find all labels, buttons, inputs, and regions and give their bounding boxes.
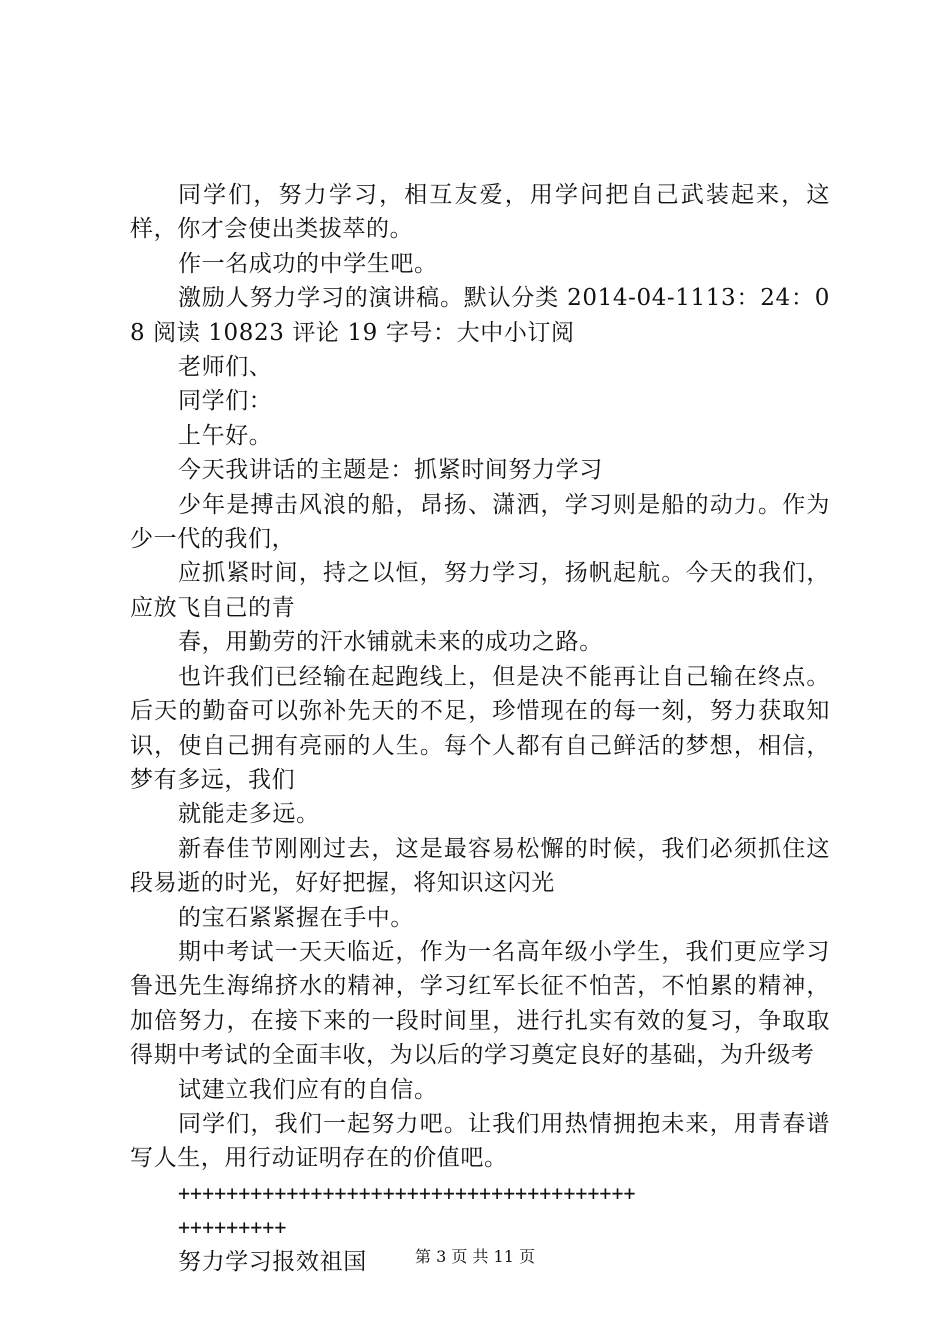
separator-line: +++++++++ (178, 1215, 287, 1240)
paragraph: 同学们，我们一起努力吧。让我们用热情拥抱未来，用青春谱写人生，用行动证明存在的价值吧。 (130, 1110, 830, 1172)
paragraph: 期中考试一天天临近，作为一名高年级小学生，我们更应学习鲁迅先生海绵挤水的精神，学习红军长征不怕苦，不怕累的精神，加倍努力，在接下来的一段时间里，进行扎实有效的复习，争取取得期中考试的全面丰收，为以后的学习奠定良好的基础，为升级考 (130, 938, 830, 1069)
paragraph: 的宝石紧紧握在手中。 (178, 904, 414, 931)
paragraph: 老师们、 (178, 354, 273, 381)
paragraph: 春，用勤劳的汗水铺就未来的成功之路。 (178, 629, 603, 656)
paragraph: 也许我们已经输在起跑线上，但是决不能再让自己输在终点。后天的勤奋可以弥补先天的不足，珍惜现在的每一刻，努力获取知识，使自己拥有亮丽的人生。每个人都有自己鲜活的梦想，相信，梦有多远，我们 (130, 663, 830, 793)
paragraph: 试建立我们应有的自信。 (178, 1076, 438, 1103)
section-heading: 努力学习报效祖国 (178, 1248, 367, 1275)
paragraph: 今天我讲话的主题是：抓紧时间努力学习 (178, 457, 603, 484)
paragraph: 作一名成功的中学生吧。 (178, 250, 438, 277)
page-footer (0, 1244, 950, 1267)
page-number: 第 3 页 共 11 页 (415, 1247, 535, 1266)
document-body (130, 178, 830, 1279)
paragraph: 新春佳节刚刚过去，这是最容易松懈的时候，我们必须抓住这段易逝的时光，好好把握，将知识这闪光 (130, 835, 830, 897)
paragraph: 少年是搏击风浪的船，昂扬、潇洒，学习则是船的动力。作为少一代的我们， (130, 491, 830, 553)
paragraph: 上午好。 (178, 422, 273, 449)
paragraph: 就能走多远。 (178, 801, 320, 828)
separator-line: ++++++++++++++++++++++++++++++++++++++ (178, 1180, 636, 1205)
paragraph: 激励人努力学习的演讲稿。默认分类 2014-04-1113：24：08 阅读 10823 评论 19 字号：大中小订阅 (130, 285, 830, 346)
paragraph: 应抓紧时间，持之以恒，努力学习，扬帆起航。今天的我们，应放飞自己的青 (130, 560, 830, 621)
paragraph: 同学们： (178, 388, 273, 415)
paragraph: 同学们，努力学习，相互友爱，用学问把自己武装起来，这样，你才会使出类拔萃的。 (130, 182, 830, 243)
